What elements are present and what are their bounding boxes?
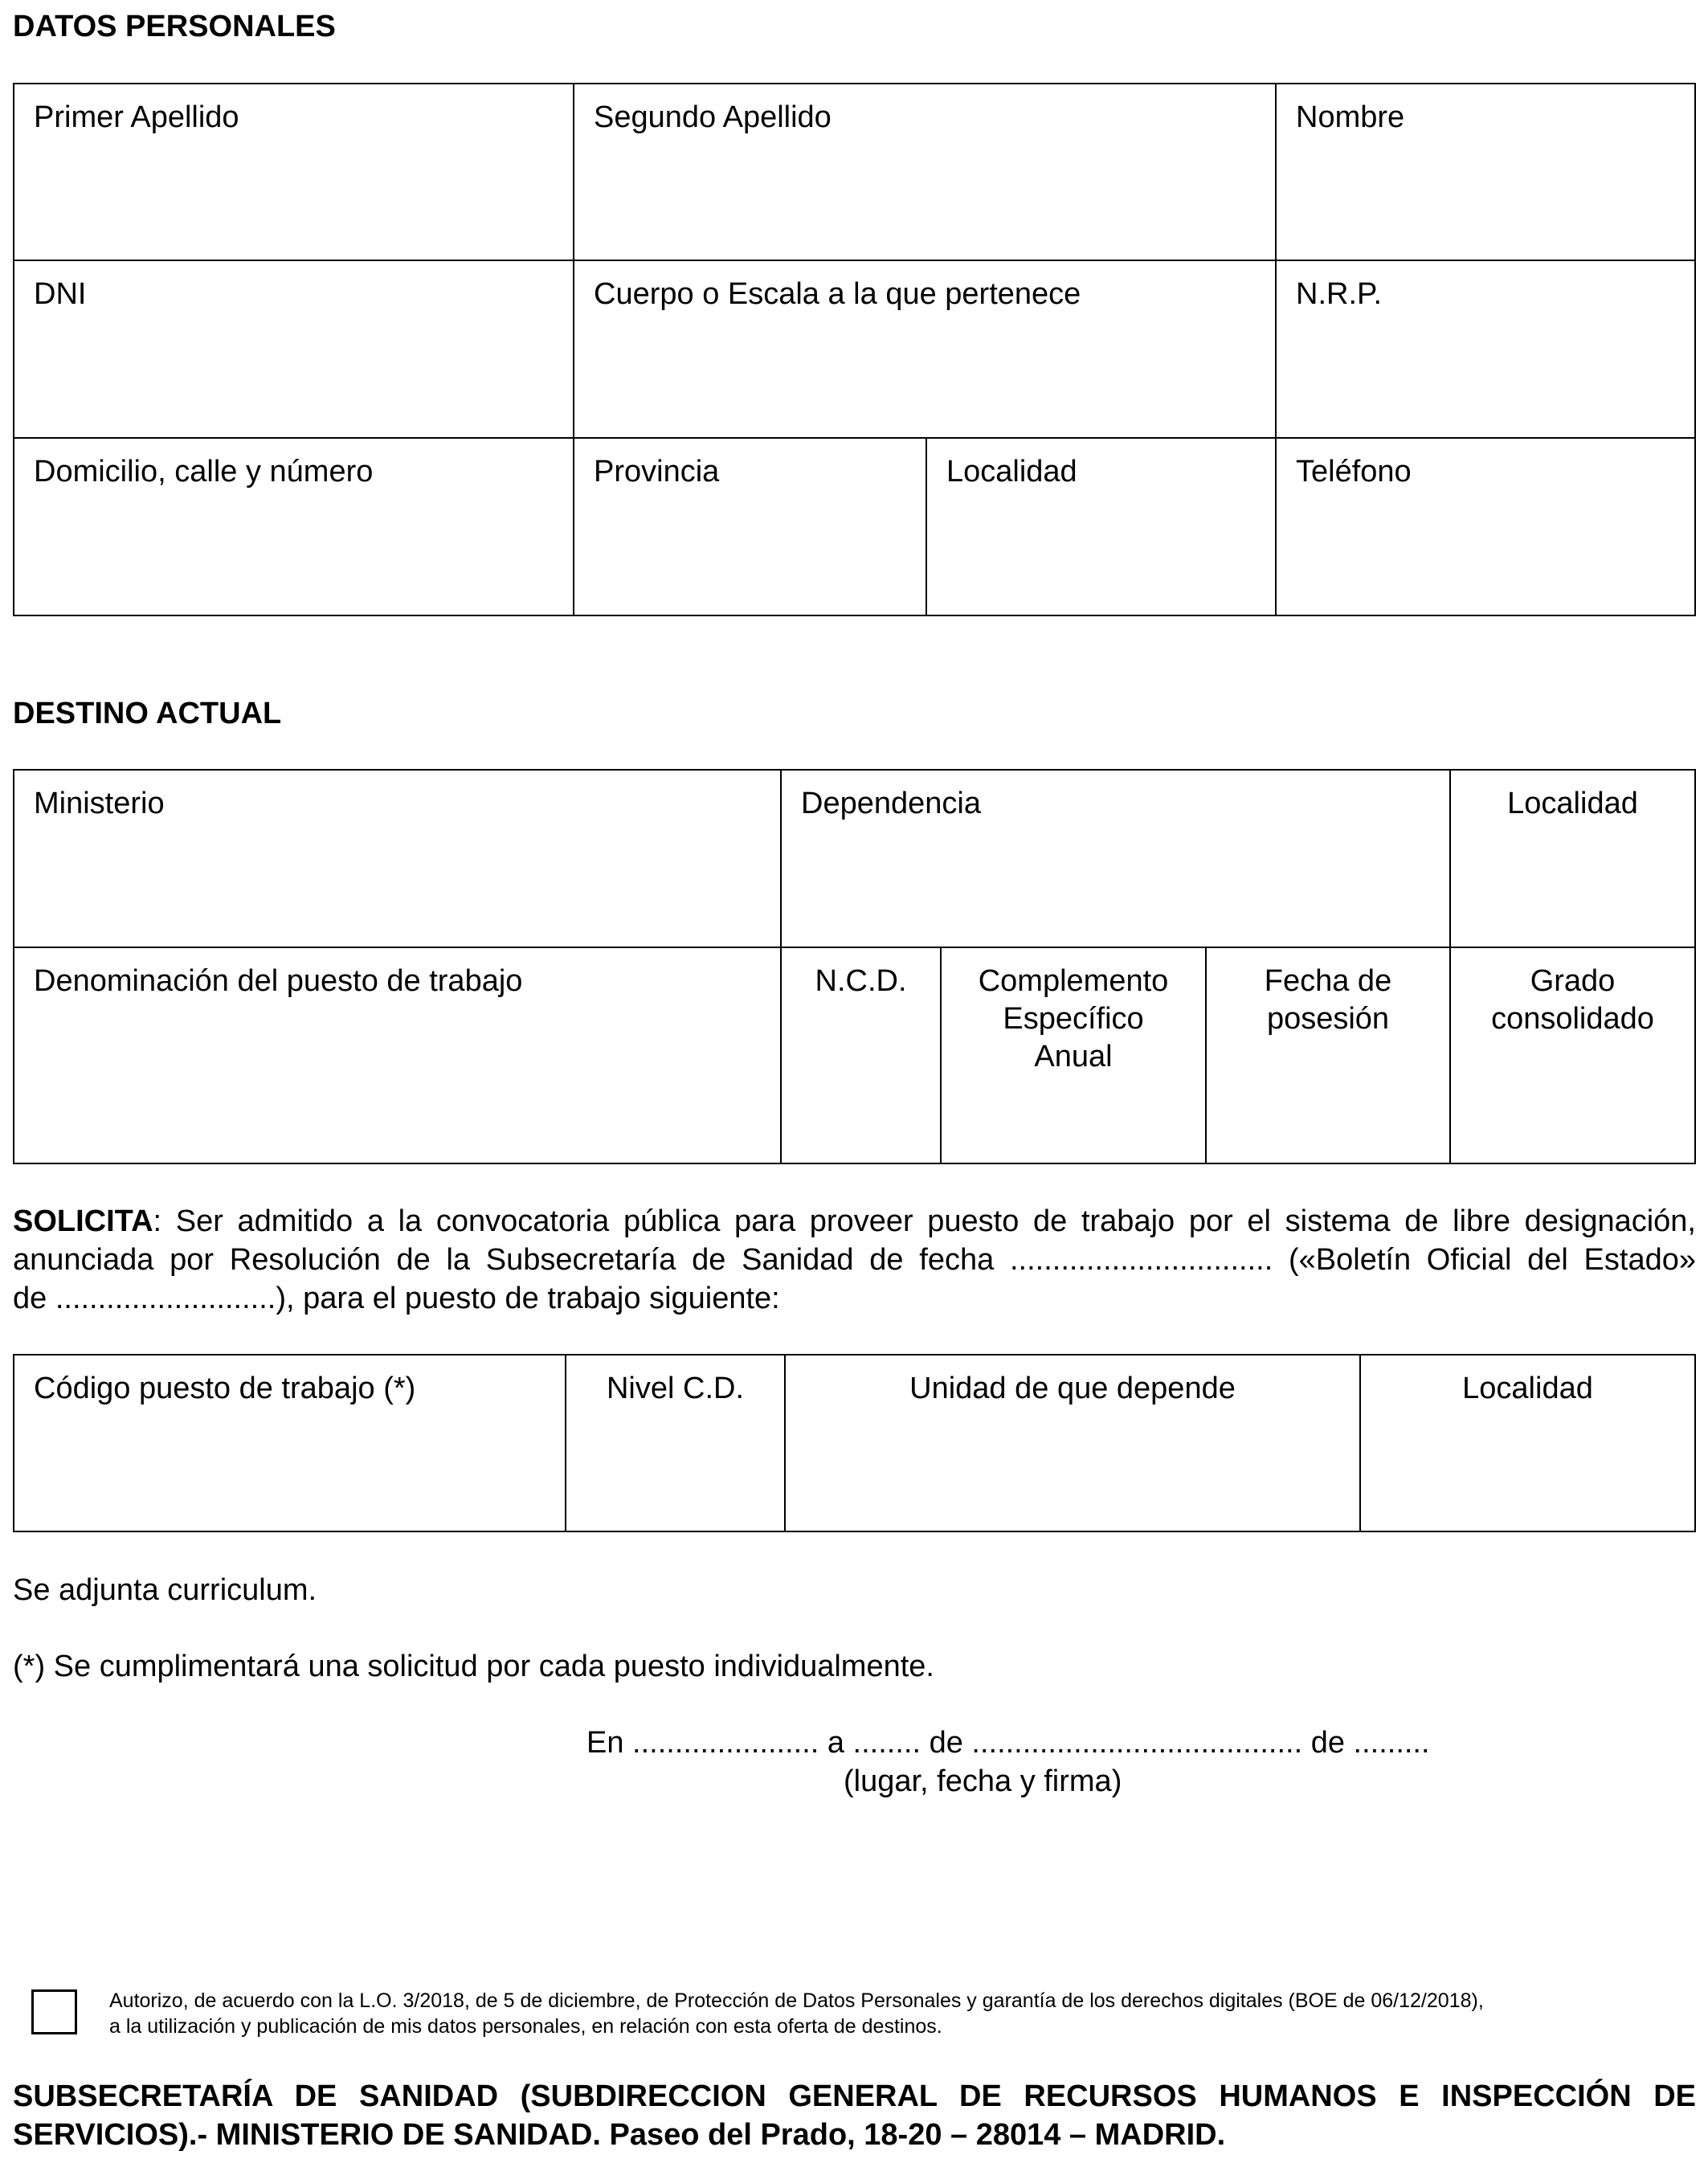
field-segundo-apellido[interactable] xyxy=(573,83,1277,261)
consent-checkbox[interactable] xyxy=(31,1989,77,2034)
section-title-destino-actual: DESTINO ACTUAL xyxy=(13,697,282,730)
field-label: N.C.D. xyxy=(815,964,907,998)
field-label-line: Fecha de xyxy=(1264,964,1392,998)
field-label: Localidad xyxy=(1507,787,1638,820)
field-domicilio[interactable] xyxy=(13,437,574,616)
field-ministerio[interactable] xyxy=(13,769,782,948)
note-curriculum: Se adjunta curriculum. xyxy=(13,1573,317,1607)
field-label: Domicilio, calle y número xyxy=(34,455,374,489)
note-asterisk: (*) Se cumplimentará una solicitud por cada puesto individualmente. xyxy=(13,1650,934,1683)
solicita-text: : Ser admitido a la convocatoria pública para proveer puesto de trabajo por el sistema de libre designación, xyxy=(153,1204,1696,1238)
field-localidad-puesto[interactable] xyxy=(1359,1354,1696,1532)
field-label xyxy=(1207,963,1449,1038)
footer-line: SERVICIOS).- MINISTERIO DE SANIDAD. Paseo del Prado, 18-20 – 28014 – MADRID. xyxy=(13,2118,1226,2152)
field-nombre[interactable] xyxy=(1275,83,1696,261)
solicita-line: de ..........................), para el puesto de trabajo siguiente: xyxy=(13,1282,780,1315)
field-label-line: Anual xyxy=(1034,1040,1113,1073)
consent-text xyxy=(109,1988,1484,2039)
field-cuerpo-escala[interactable] xyxy=(573,260,1277,439)
signature-caption: (lugar, fecha y firma) xyxy=(844,1764,1122,1798)
field-label: Localidad xyxy=(1462,1372,1593,1405)
field-denominacion-puesto[interactable] xyxy=(13,947,782,1164)
footer-line: SUBSECRETARÍA DE SANIDAD (SUBDIRECCION GENERAL DE RECURSOS HUMANOS E INSPECCIÓN DE xyxy=(13,2079,1696,2113)
field-dni[interactable] xyxy=(13,260,574,439)
field-unidad-depende[interactable] xyxy=(784,1354,1361,1532)
field-localidad-destino[interactable] xyxy=(1449,769,1696,948)
field-label: Nombre xyxy=(1296,100,1405,134)
field-grado-consolidado[interactable] xyxy=(1449,947,1696,1164)
field-label: Código puesto de trabajo (*) xyxy=(34,1372,416,1405)
field-label-line: consolidado xyxy=(1491,1002,1654,1036)
field-nrp[interactable] xyxy=(1275,260,1696,439)
field-label: Dependencia xyxy=(801,787,981,820)
field-label: Cuerpo o Escala a la que pertenece xyxy=(594,277,1081,311)
section-title-datos-personales: DATOS PERSONALES xyxy=(13,10,336,43)
field-label-line: posesión xyxy=(1266,1002,1390,1036)
footer-address xyxy=(13,2077,1696,2154)
field-label-line: Grado xyxy=(1530,964,1616,998)
field-label-line: Específico xyxy=(1003,1002,1144,1036)
field-label: Segundo Apellido xyxy=(594,100,832,134)
solicita-line xyxy=(13,1202,1696,1241)
field-label: Provincia xyxy=(594,455,720,489)
field-label xyxy=(942,963,1205,1076)
solicita-label: SOLICITA xyxy=(13,1204,153,1238)
field-label: Localidad xyxy=(946,455,1077,489)
field-label: Denominación del puesto de trabajo xyxy=(34,964,523,998)
solicita-paragraph xyxy=(13,1202,1696,1318)
field-label: DNI xyxy=(34,277,87,311)
field-provincia[interactable] xyxy=(573,437,927,616)
field-codigo-puesto[interactable] xyxy=(13,1354,566,1532)
field-primer-apellido[interactable] xyxy=(13,83,574,261)
field-telefono[interactable] xyxy=(1275,437,1696,616)
consent-line: Autorizo, de acuerdo con la L.O. 3/2018, de 5 de diciembre, de Protección de Datos Personales y garantía de los derechos digitales (BOE de 06/12/2018), xyxy=(109,1989,1484,2012)
field-label: Nivel C.D. xyxy=(606,1372,745,1405)
field-dependencia[interactable] xyxy=(780,769,1451,948)
field-label xyxy=(1451,963,1694,1038)
field-nivel-cd[interactable] xyxy=(565,1354,786,1532)
field-localidad[interactable] xyxy=(926,437,1277,616)
signature-line: En ...................... a ........ de ....................................... de ......... xyxy=(586,1726,1430,1760)
field-label: Primer Apellido xyxy=(34,100,239,134)
field-label-line: Complemento xyxy=(978,964,1169,998)
field-label: Teléfono xyxy=(1296,455,1412,489)
field-complemento-especifico[interactable] xyxy=(940,947,1207,1164)
field-ncd[interactable] xyxy=(780,947,942,1164)
solicita-line: anunciada por Resolución de la Subsecretaría de Sanidad de fecha ............................... («Boletín Oficial del Estado» xyxy=(13,1243,1696,1277)
field-fecha-posesion[interactable] xyxy=(1205,947,1451,1164)
field-label: N.R.P. xyxy=(1296,277,1383,311)
field-label: Ministerio xyxy=(34,787,165,820)
field-label: Unidad de que depende xyxy=(909,1372,1236,1405)
consent-line: a la utilización y publicación de mis datos personales, en relación con esta oferta de destinos. xyxy=(109,2015,942,2038)
